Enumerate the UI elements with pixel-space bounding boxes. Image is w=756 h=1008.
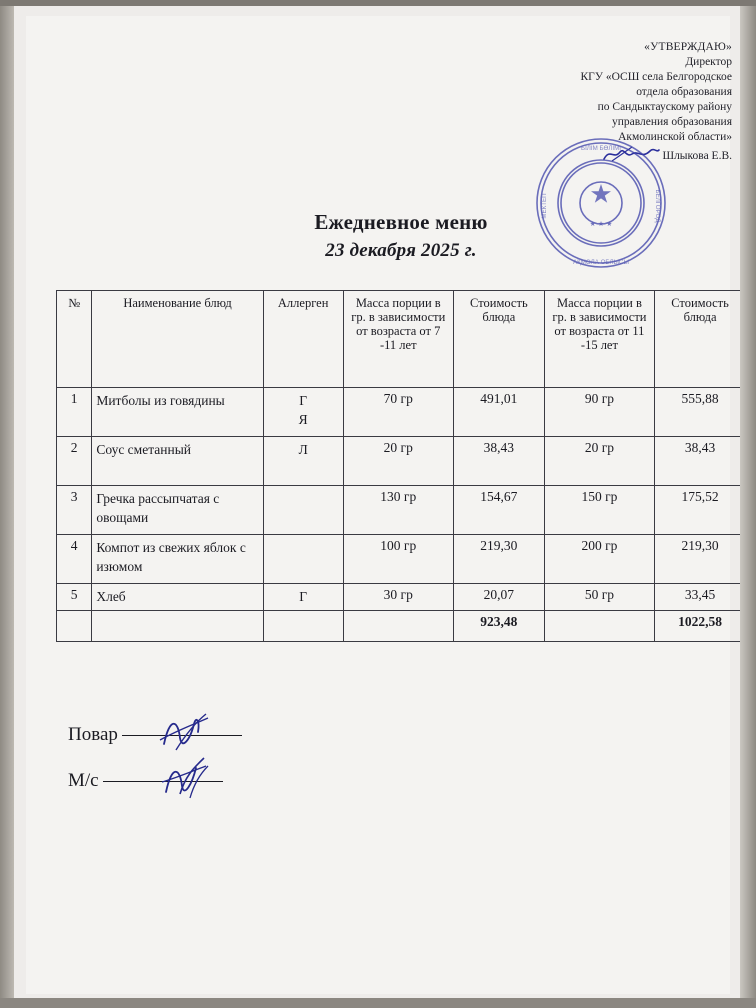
cell-mass-11-15: 20 гр (544, 437, 654, 486)
approval-line-3: отдела образования (636, 86, 732, 98)
cell-empty (57, 611, 92, 642)
cell-cost-7-11: 154,67 (453, 486, 544, 535)
table-row (57, 486, 746, 535)
nurse-signature-row (68, 758, 746, 804)
cell-cost-7-11: 491,01 (453, 388, 544, 437)
table-body (57, 388, 746, 642)
approval-block (56, 40, 746, 164)
cell-name: Компот из свежих яблок с изюмом (92, 535, 263, 584)
cell-cost-7-11: 38,43 (453, 437, 544, 486)
cell-empty (343, 611, 453, 642)
table-row (57, 437, 746, 486)
cell-empty (263, 611, 343, 642)
page-title: Ежедневное меню (314, 210, 488, 234)
photo-edge-right (740, 0, 756, 1008)
cook-signature-row (68, 712, 746, 758)
approval-signature-row (56, 146, 732, 164)
cook-handwritten-signature-icon (156, 710, 246, 756)
header-cost-7-11: Стоимость блюда (453, 291, 544, 388)
paper-sheet (14, 4, 740, 1002)
cell-cost-11-15: 219,30 (655, 535, 746, 584)
photo-edge-bottom (0, 998, 756, 1008)
cell-name: Митболы из говядины (92, 388, 263, 437)
cell-num: 5 (57, 584, 92, 611)
table-header-row (57, 291, 746, 388)
cell-mass-7-11: 30 гр (343, 584, 453, 611)
cell-allergen: Г (263, 584, 343, 611)
photo-edge-top (0, 0, 756, 6)
approval-line-0: «УТВЕРЖДАЮ» (644, 41, 732, 53)
table-total-row (57, 611, 746, 642)
cell-mass-7-11: 70 гр (343, 388, 453, 437)
handwritten-signature-icon (602, 146, 660, 160)
cell-name: Гречка рассыпчатая с овощами (92, 486, 263, 535)
signature-footer (56, 712, 746, 804)
cell-empty (544, 611, 654, 642)
table-row (57, 584, 746, 611)
cell-num: 4 (57, 535, 92, 584)
approval-signature-name: Шлыкова Е.В. (662, 150, 732, 162)
cell-allergen: Л (263, 437, 343, 486)
header-name: Наименование блюд (92, 291, 263, 388)
cell-mass-11-15: 200 гр (544, 535, 654, 584)
cell-mass-11-15: 90 гр (544, 388, 654, 437)
header-mass-7-11: Масса порции в гр. в зависимости от возраста от 7 -11 лет (343, 291, 453, 388)
cell-num: 2 (57, 437, 92, 486)
photo-edge-left (0, 0, 14, 1008)
cell-mass-11-15: 150 гр (544, 486, 654, 535)
table-header (57, 291, 746, 388)
total-cost-11-15: 1022,58 (655, 611, 746, 642)
cell-mass-11-15: 50 гр (544, 584, 654, 611)
cell-cost-11-15: 555,88 (655, 388, 746, 437)
cell-allergen (263, 486, 343, 535)
total-cost-7-11: 923,48 (453, 611, 544, 642)
title-block (56, 210, 746, 262)
paper-surface (26, 16, 730, 994)
approval-line-2: КГУ «ОСШ села Белгородское (580, 71, 732, 83)
svg-text:БІЛІМ БӨЛІМІ: БІЛІМ БӨЛІМІ (581, 145, 621, 152)
cook-label: Повар (68, 724, 118, 745)
cell-num: 3 (57, 486, 92, 535)
table-row (57, 388, 746, 437)
header-allergen: Аллерген (263, 291, 343, 388)
header-mass-11-15: Масса порции в гр. в зависимости от возраста от 11 -15 лет (544, 291, 654, 388)
cell-allergen: Г Я (263, 388, 343, 437)
approval-line-5: управления образования (611, 116, 732, 128)
cell-mass-7-11: 20 гр (343, 437, 453, 486)
cell-cost-11-15: 38,43 (655, 437, 746, 486)
cell-cost-11-15: 175,52 (655, 486, 746, 535)
approval-line-6: Акмолинской области» (618, 131, 732, 143)
cell-mass-7-11: 100 гр (343, 535, 453, 584)
cell-name: Соус сметанный (92, 437, 263, 486)
menu-table (56, 290, 746, 642)
svg-text:★ ★ ★: ★ ★ ★ (589, 221, 613, 228)
approval-line-1: Директор (685, 56, 732, 68)
document-content (56, 40, 746, 804)
cell-mass-7-11: 130 гр (343, 486, 453, 535)
cell-cost-11-15: 33,45 (655, 584, 746, 611)
svg-text:МЕКТЕП: МЕКТЕП (541, 193, 548, 219)
svg-text:АҚМОЛА ОБЛЫСЫ: АҚМОЛА ОБЛЫСЫ (573, 259, 629, 266)
nurse-handwritten-signature-icon (156, 756, 246, 802)
header-cost-11-15: Стоимость блюда (655, 291, 746, 388)
cell-cost-7-11: 219,30 (453, 535, 544, 584)
table-row (57, 535, 746, 584)
cell-name: Хлеб (92, 584, 263, 611)
approval-line-4: по Сандыктаускому району (597, 101, 732, 113)
cell-num: 1 (57, 388, 92, 437)
cell-allergen (263, 535, 343, 584)
nurse-label: М/с (68, 770, 99, 791)
svg-text:БЕЛГОРОД: БЕЛГОРОД (654, 189, 661, 223)
menu-date: 23 декабря 2025 г. (325, 240, 477, 261)
cell-empty (92, 611, 263, 642)
header-num: № (57, 291, 92, 388)
cell-cost-7-11: 20,07 (453, 584, 544, 611)
